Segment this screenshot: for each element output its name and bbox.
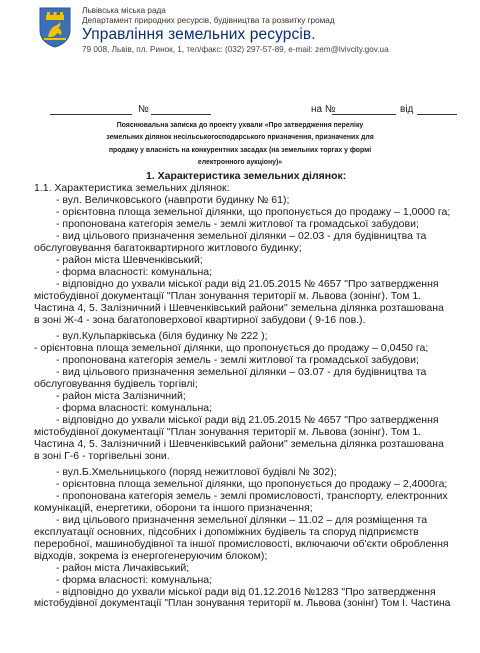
council-name: Львівська міська рада — [82, 6, 166, 15]
office-address: 79 008, Львів, пл. Ринок, 1, тел/факс: (032) 297-57-89, e-mail: zem@lvivcity.gov.ua — [82, 45, 389, 54]
body-line: містобудівної документації "План зонування території м. Львова (зонінг). Том 1. — [34, 426, 422, 438]
office-title: Управління земельних ресурсів. — [82, 26, 316, 43]
body-line: - вид цільового призначення земельної ділянки – 11.02 – для розміщення та — [56, 514, 428, 526]
body-line: - відповідно до ухвали міської ради від 21.05.2015 № 4657 "Про затвердження — [56, 278, 439, 290]
body-line: комунікацій, енергетики, оборони та іншого призначення; — [34, 502, 313, 514]
body-line: - вул.Б.Хмельницького (поряд нежитлової будівлі № 302); — [56, 466, 337, 478]
body-line: - вид цільового призначення земельної ділянки – 02.03 - для будівництва та — [56, 230, 427, 242]
number-blank — [151, 114, 211, 115]
body-line: відходів, зокрема із енергогенеруючим блоком); — [34, 550, 268, 562]
body-line: - пропонована категорія земель - землі промисловості, транспорту, електронних — [56, 490, 448, 502]
department-name: Департамент природних ресурсів, будівництва та розвитку громад — [82, 16, 335, 25]
memo-title-line: земельних ділянок несільськогосподарського призначення, призначених для — [106, 134, 374, 142]
date-blank — [50, 114, 132, 115]
body-line: - пропонована категорія земель - землі житлової та громадської забудови; — [56, 354, 419, 366]
body-line: - форма власності: комунальна; — [56, 402, 213, 414]
reply-to-label: на № — [311, 104, 336, 115]
body-line: - район міста Залізничний; — [56, 390, 186, 402]
memo-title-line: електронного аукціону)» — [197, 158, 283, 166]
body-line: - вул. Величковського (навпроти будинку № 61); — [56, 194, 290, 206]
body-line: переробної, машинобудівної та іншої промисловості, включаючи об'єкти оброблення — [34, 538, 449, 550]
body-line: Частина 4, 5. Залізничний і Шевченківський райони" земельна ділянка розташована — [34, 438, 444, 450]
body-line: в зоні Ж-4 - зона багатоповерхової квартирної забудови ( 9-16 пов.). — [34, 314, 366, 326]
body-line: Частина 4, 5. Залізничний і Шевченківський райони" земельна ділянка розташована — [34, 302, 444, 314]
body-line: в зоні Г-6 - торгівельні зони. — [34, 450, 170, 462]
body-line: - орієнтовна площа земельної ділянки, що пропонується до продажу – 1,0000 га; — [56, 206, 451, 218]
body-line: обслуговування будівель торгівлі; — [34, 378, 198, 390]
body-line: - форма власності: комунальна; — [56, 266, 213, 278]
body-line: містобудівної документації "План зонування території м. Львова (зонінг). Том 1. — [34, 290, 422, 302]
section-heading: 1. Характеристика земельних ділянок: — [146, 170, 347, 182]
body-line: експлуатації основних, підсобних і допоміжних будівель та споруд підприємств — [34, 526, 419, 538]
memo-title-line: Пояснювальна записка до проекту ухвали «Про затвердження переліку — [116, 122, 364, 129]
from-label: від — [400, 104, 414, 115]
letterhead — [38, 6, 458, 62]
number-mark: № — [138, 104, 149, 115]
reply-number-blank — [332, 114, 396, 115]
body-line: - район міста Шевченківський; — [56, 254, 203, 266]
body-line: - вид цільового призначення земельної ділянки – 03.07 - для будівництва та — [56, 366, 427, 378]
body-line: - відповідно до ухвали міської ради від 01.12.2016 №1283 "Про затвердження — [56, 586, 436, 598]
reply-date-blank — [417, 114, 457, 115]
body-line: - форма власності: комунальна; — [56, 574, 213, 586]
body-line: - відповідно до ухвали міської ради від 21.05.2015 № 4657 "Про затвердження — [56, 414, 439, 426]
lviv-coat-of-arms-icon — [38, 6, 72, 48]
body-line: 1.1. Характеристика земельних ділянок: — [34, 182, 230, 194]
body-line: - орієнтовна площа земельної ділянки, що пропонується до продажу – 2,4000га; — [56, 478, 448, 490]
body-line: містобудівної документації "План зонування території м. Львова (зонінг) Том І. Частина — [34, 598, 451, 609]
body-line: - район міста Личаківський; — [56, 562, 190, 574]
body-line: - пропонована категорія земель - землі житлової та громадської забудови; — [56, 218, 419, 230]
body-line: обслуговування багатоквартирного житлового будинку; — [34, 242, 302, 254]
body-line: - вул.Кульпарківська (біля будинку № 222 ); — [56, 330, 268, 342]
body-line: - орієнтовна площа земельної ділянки, що пропонується до продажу – 0,0450 га; — [34, 342, 429, 354]
registration-line — [30, 104, 450, 116]
memo-title-line: продажу у власність на конкурентних засадах (на земельних торгах у формі — [108, 146, 372, 154]
